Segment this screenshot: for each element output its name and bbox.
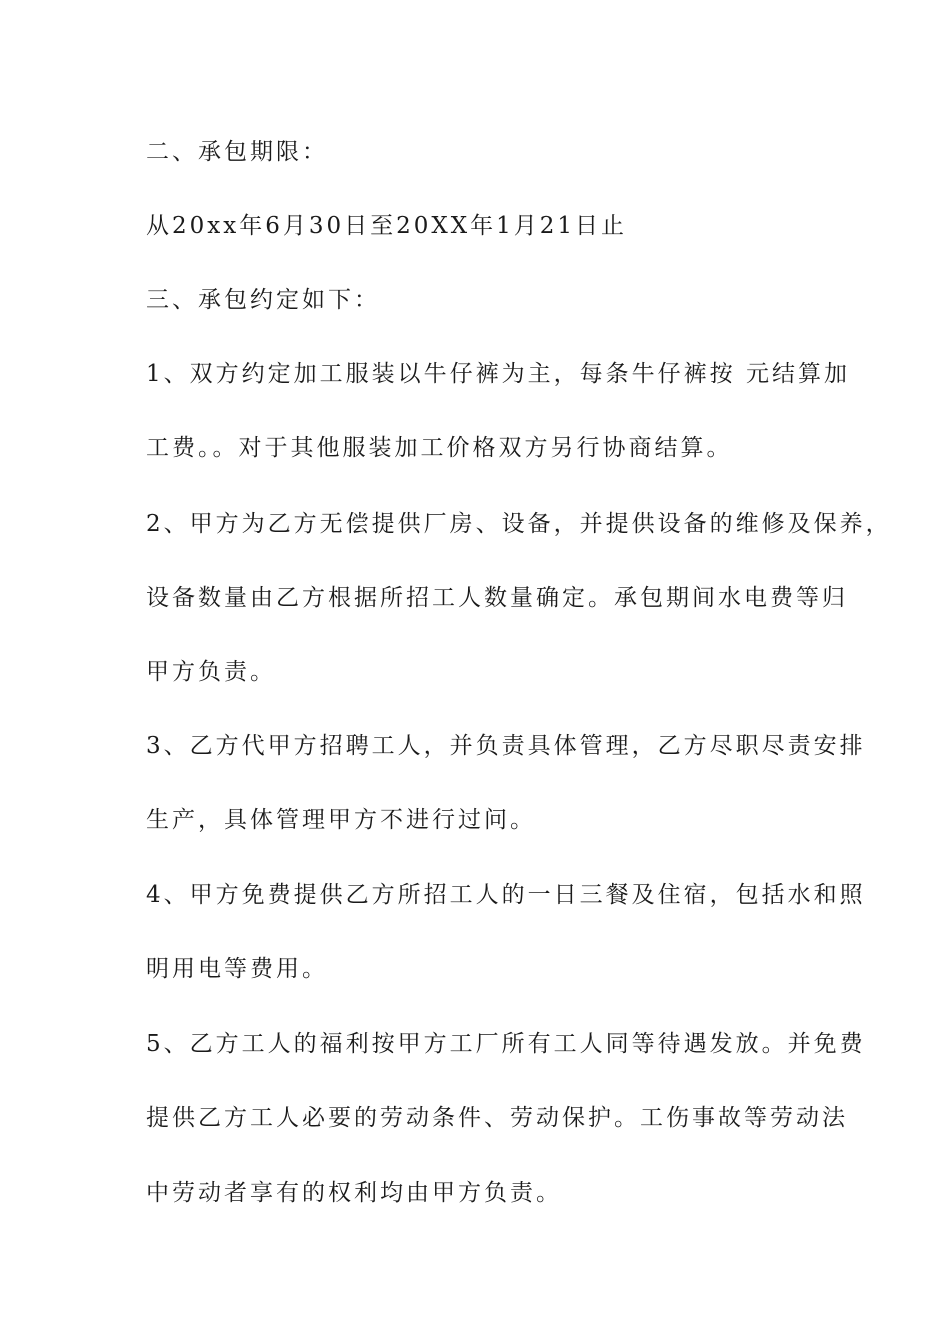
- clause-3-line-2: 生产，具体管理甲方不进行过问。: [146, 807, 536, 833]
- clause-2-line-2: 设备数量由乙方根据所招工人数量确定。承包期间水电费等归: [146, 585, 848, 611]
- clause-5-line-3: 中劳动者享有的权利均由甲方负责。: [146, 1180, 562, 1206]
- clause-2-line-1: 2、甲方为乙方无偿提供厂房、设备，并提供设备的维修及保养，: [146, 511, 892, 537]
- clause-1-line-2: 工费。。对于其他服装加工价格双方另行协商结算。: [146, 435, 733, 461]
- clause-2-line-3: 甲方负责。: [146, 659, 276, 685]
- clause-4-line-2: 明用电等费用。: [146, 956, 328, 982]
- section-heading-term: 二、承包期限：: [146, 139, 328, 165]
- clause-3-line-1: 3、乙方代甲方招聘工人，并负责具体管理，乙方尽职尽责安排: [146, 733, 866, 759]
- clause-5-line-1: 5、乙方工人的福利按甲方工厂所有工人同等待遇发放。并免费: [146, 1031, 866, 1057]
- clause-4-line-1: 4、甲方免费提供乙方所招工人的一日三餐及住宿，包括水和照: [146, 882, 866, 908]
- term-dates: 从20xx年6月30日至20XX年1月21日止: [146, 213, 628, 239]
- clause-1-line-1: 1、双方约定加工服装以牛仔裤为主，每条牛仔裤按 元结算加: [146, 361, 850, 387]
- section-heading-agreement: 三、承包约定如下：: [146, 287, 380, 313]
- clause-5-line-2: 提供乙方工人必要的劳动条件、劳动保护。工伤事故等劳动法: [146, 1105, 848, 1131]
